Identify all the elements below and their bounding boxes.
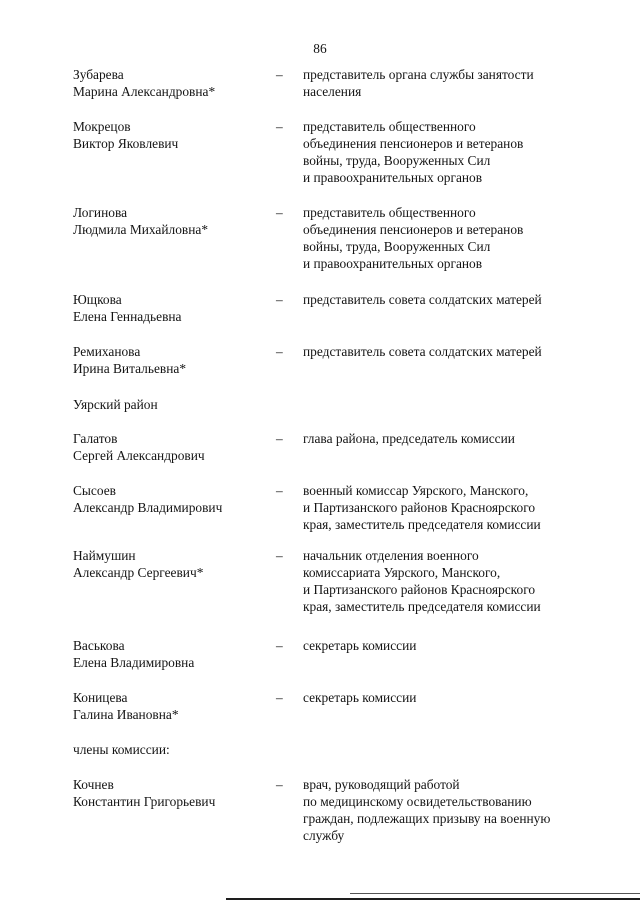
dash-separator: – bbox=[276, 292, 283, 307]
person-name bbox=[73, 343, 273, 377]
person-name bbox=[73, 482, 273, 516]
role-description bbox=[303, 689, 603, 706]
role-line: объединения пенсионеров и ветеранов bbox=[303, 222, 524, 237]
surname: Васькова bbox=[73, 638, 125, 653]
role-line: и правоохранительных органов bbox=[303, 170, 483, 185]
dash-separator: – bbox=[276, 483, 283, 498]
role-line: граждан, подлежащих призыву на военную bbox=[303, 811, 551, 826]
page-number: 86 bbox=[313, 41, 327, 56]
given-names: Ирина Витальевна* bbox=[73, 361, 187, 376]
role-description bbox=[303, 204, 603, 272]
role-description bbox=[303, 430, 603, 447]
role-line: врач, руководящий работой bbox=[303, 777, 460, 792]
dash-separator: – bbox=[276, 690, 283, 705]
role-description bbox=[303, 482, 603, 533]
role-line: представитель совета солдатских матерей bbox=[303, 292, 542, 307]
person-name bbox=[73, 547, 273, 581]
given-names: Константин Григорьевич bbox=[73, 794, 216, 809]
surname: Зубарева bbox=[73, 67, 124, 82]
role-line: представитель общественного bbox=[303, 119, 476, 134]
given-names: Александр Владимирович bbox=[73, 500, 223, 515]
given-names: Галина Ивановна* bbox=[73, 707, 179, 722]
surname: Наймушин bbox=[73, 548, 136, 563]
given-names: Сергей Александрович bbox=[73, 448, 205, 463]
person-name bbox=[73, 637, 273, 671]
role-line: военный комиссар Уярского, Манского, bbox=[303, 483, 529, 498]
surname: Ющкова bbox=[73, 292, 122, 307]
given-names: Виктор Яковлевич bbox=[73, 136, 179, 151]
role-description bbox=[303, 776, 603, 844]
dash-separator: – bbox=[276, 431, 283, 446]
surname: Мокрецов bbox=[73, 119, 131, 134]
person-name bbox=[73, 430, 273, 464]
role-line: объединения пенсионеров и ветеранов bbox=[303, 136, 524, 151]
role-line: представитель органа службы занятости bbox=[303, 67, 534, 82]
role-line: комиссариата Уярского, Манского, bbox=[303, 565, 501, 580]
section-heading-members: члены комиссии: bbox=[73, 742, 170, 757]
dash-separator: – bbox=[276, 548, 283, 563]
surname: Галатов bbox=[73, 431, 118, 446]
role-line: и Партизанского районов Красноярского bbox=[303, 582, 536, 597]
person-name bbox=[73, 291, 273, 325]
given-names: Людмила Михайловна* bbox=[73, 222, 209, 237]
role-description bbox=[303, 66, 603, 100]
role-line: войны, труда, Вооруженных Сил bbox=[303, 153, 491, 168]
dash-separator: – bbox=[276, 638, 283, 653]
dash-separator: – bbox=[276, 205, 283, 220]
role-line: начальник отделения военного bbox=[303, 548, 479, 563]
role-line: службу bbox=[303, 828, 345, 843]
scan-edge-line bbox=[226, 898, 640, 900]
role-line: и Партизанского районов Красноярского bbox=[303, 500, 536, 515]
role-line: представитель общественного bbox=[303, 205, 476, 220]
role-line: войны, труда, Вооруженных Сил bbox=[303, 239, 491, 254]
surname: Коницева bbox=[73, 690, 128, 705]
role-description bbox=[303, 547, 603, 615]
person-name bbox=[73, 118, 273, 152]
role-description bbox=[303, 637, 603, 654]
dash-separator: – bbox=[276, 344, 283, 359]
surname: Кочнев bbox=[73, 777, 114, 792]
given-names: Елена Геннадьевна bbox=[73, 309, 182, 324]
section-heading-district: Уярский район bbox=[73, 397, 158, 412]
role-line: и правоохранительных органов bbox=[303, 256, 483, 271]
surname: Ремиханова bbox=[73, 344, 141, 359]
surname: Логинова bbox=[73, 205, 128, 220]
dash-separator: – bbox=[276, 119, 283, 134]
person-name bbox=[73, 204, 273, 238]
person-name bbox=[73, 66, 273, 100]
given-names: Александр Сергеевич* bbox=[73, 565, 204, 580]
role-description bbox=[303, 291, 603, 308]
role-line: по медицинскому освидетельствованию bbox=[303, 794, 532, 809]
role-line: населения bbox=[303, 84, 362, 99]
role-line: края, заместитель председателя комиссии bbox=[303, 599, 541, 614]
role-description bbox=[303, 118, 603, 186]
person-name bbox=[73, 689, 273, 723]
given-names: Елена Владимировна bbox=[73, 655, 195, 670]
role-line: края, заместитель председателя комиссии bbox=[303, 517, 541, 532]
person-name bbox=[73, 776, 273, 810]
dash-separator: – bbox=[276, 67, 283, 82]
given-names: Марина Александровна* bbox=[73, 84, 216, 99]
role-description bbox=[303, 343, 603, 360]
surname: Сысоев bbox=[73, 483, 116, 498]
role-line: глава района, председатель комиссии bbox=[303, 431, 515, 446]
role-line: секретарь комиссии bbox=[303, 690, 417, 705]
role-line: представитель совета солдатских матерей bbox=[303, 344, 542, 359]
scan-edge-line bbox=[350, 893, 640, 894]
dash-separator: – bbox=[276, 777, 283, 792]
role-line: секретарь комиссии bbox=[303, 638, 417, 653]
